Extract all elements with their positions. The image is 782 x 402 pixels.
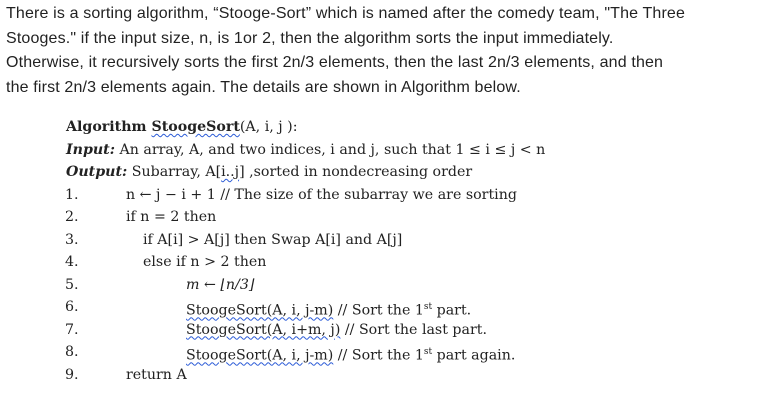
line-number: 1. [65,186,79,203]
algorithm-output [66,161,545,184]
line-number: 5. [65,276,79,293]
line-number: 4. [65,254,79,270]
line-number: 2. [65,209,79,225]
code-comment-end: part again. [432,347,516,364]
code-line-3 [66,229,545,252]
code-text: m ← ⌊n/3⌋ [186,276,255,293]
ordinal-suffix: st [423,302,433,312]
algorithm-name: StoogeSort [151,119,240,135]
code-line-2 [66,206,545,229]
input-text: An array, A, and two indices, i and j, such that 1 ≤ i ≤ j < n [114,141,546,158]
code-text: n ← j − i + 1 // The size of the subarray we are sorting [126,186,517,203]
intro-line-4: the first 2n/3 elements again. The details are shown in Algorithm below. [6,78,521,96]
recursive-call: StoogeSort(A, i, j-m) [186,302,334,319]
line-number: 9. [65,366,79,383]
code-comment-end: part. [432,302,472,319]
algorithm-header [66,116,545,139]
code-comment: // Sort the 1 [333,347,424,364]
algorithm-input [66,139,545,162]
recursive-call: StoogeSort(A, i, j-m) [186,347,334,364]
code-text: return A [126,366,187,383]
input-label: Input: [66,141,115,158]
output-range: i..j [221,164,240,180]
code-text: if A[i] > A[j] then Swap A[i] and A[j] [143,231,403,248]
line-number: 3. [65,231,79,248]
intro-line-3: Otherwise, it recursively sorts the first 2n/3 elements, then the last 2n/3 elements, and then [6,54,664,71]
code-line-1 [66,184,545,207]
line-number: 6. [65,299,79,315]
recursive-call: StoogeSort(A, i+m, j) [186,321,341,338]
code-line-7 [66,319,545,342]
output-text-a: Subarray, A[ [127,164,222,180]
ordinal-suffix: st [423,347,433,357]
code-line-8 [66,341,545,364]
code-line-9 [66,364,545,387]
code-comment: // Sort the 1 [333,302,424,319]
code-line-4 [66,251,545,274]
output-text-b: ] ,sorted in nondecreasing order [239,164,473,180]
line-number: 7. [65,321,79,338]
code-text: if n = 2 then [126,209,217,225]
code-comment: // Sort the last part. [340,321,487,338]
intro-line-1: There is a sorting algorithm, “Stooge-Sort” which is named after the comedy team, "The Three [6,5,686,22]
algorithm-args: (A, i, j ): [239,119,298,135]
intro-line-2: Stooges." if the input size, n, is 1or 2, then the algorithm sorts the input immediately. [6,29,614,47]
algorithm-block [66,116,545,386]
algorithm-keyword: Algorithm [66,119,152,135]
line-number: 8. [65,344,79,360]
intro-paragraph [6,2,778,100]
code-line-5 [66,274,545,297]
code-text: else if n > 2 then [143,254,267,270]
output-label: Output: [66,164,128,180]
code-line-6 [66,296,545,319]
